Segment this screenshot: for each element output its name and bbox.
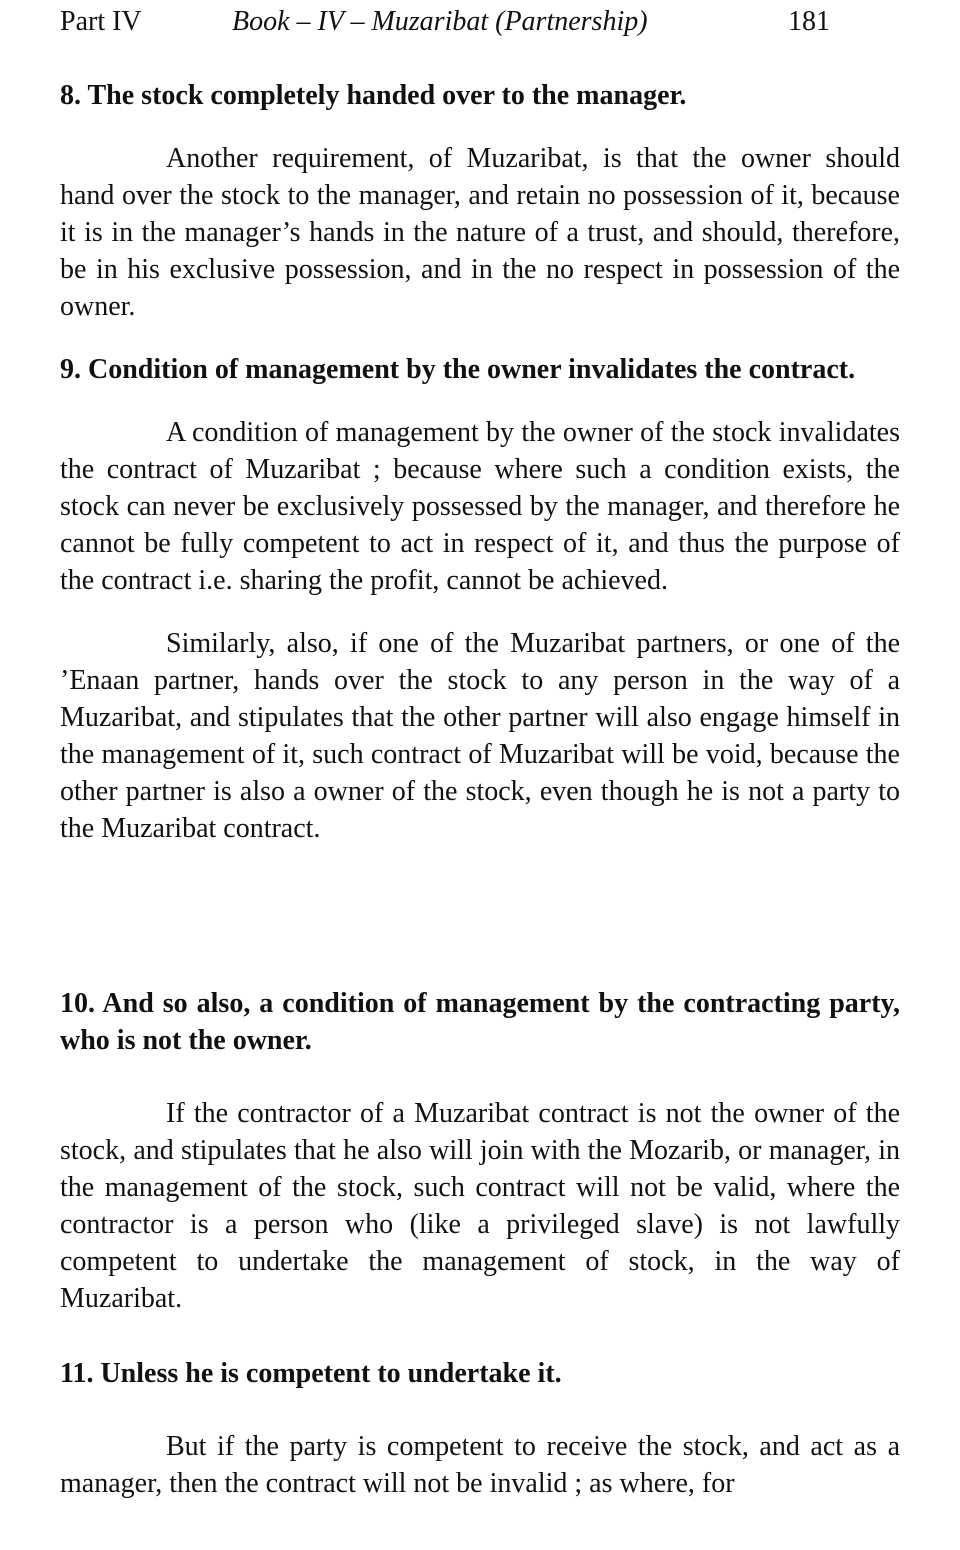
paragraph: A condition of management by the owner of the stock invalidates the contract of Muzaribat ; because where such a condition exists, the stock can never be exclusively possessed by the manager, and therefore he cannot be fully competent to act in respect of it, and thus the purpose of the contract i.e. sharing the profit, cannot be achieved. <box>60 417 900 596</box>
page-number: 181 <box>788 6 830 37</box>
paragraph: Another requirement, of Muzaribat, is that the owner should hand over the stock to the manager, and retain no possession of it, because it is in the manager’s hands in the nature of a trust, and should, therefore, be in his exclusive possession, and in the no respect in possession of the owner. <box>60 143 900 322</box>
paragraph: But if the party is competent to receive the stock, and act as a manager, then the contract will not be invalid ; as where, for <box>60 1431 900 1499</box>
section-heading: 11. Unless he is competent to undertake it. <box>60 1358 562 1389</box>
section-heading: 10. And so also, a condition of management by the contracting party, who is not the owner. <box>60 988 900 1056</box>
paragraph: Similarly, also, if one of the Muzaribat partners, or one of the ’Enaan partner, hands over the stock to any person in the way of a Muzaribat, and stipulates that the other partner will also engage himself in the management of it, such contract of Muzaribat will be void, because the other partner is also a owner of the stock, even though he is not a party to the Muzaribat contract. <box>60 628 900 844</box>
section-10 <box>60 985 900 1317</box>
header-book-title: Book – IV – Muzaribat (Partnership) <box>232 6 648 37</box>
section-heading: 9. Condition of management by the owner invalidates the contract. <box>60 354 856 385</box>
section-9 <box>60 351 900 847</box>
section-heading: 8. The stock completely handed over to the manager. <box>60 80 687 111</box>
header-part: Part IV <box>60 6 142 37</box>
section-11 <box>60 1355 900 1502</box>
paragraph: If the contractor of a Muzaribat contract is not the owner of the stock, and stipulates that he also will join with the Mozarib, or manager, in the management of the stock, such contract will not be valid, where the contractor is a person who (like a privileged slave) is not lawfully competent to undertake the management of stock, in the way of Muzaribat. <box>60 1098 900 1314</box>
section-8 <box>60 77 900 325</box>
running-header <box>60 4 830 40</box>
